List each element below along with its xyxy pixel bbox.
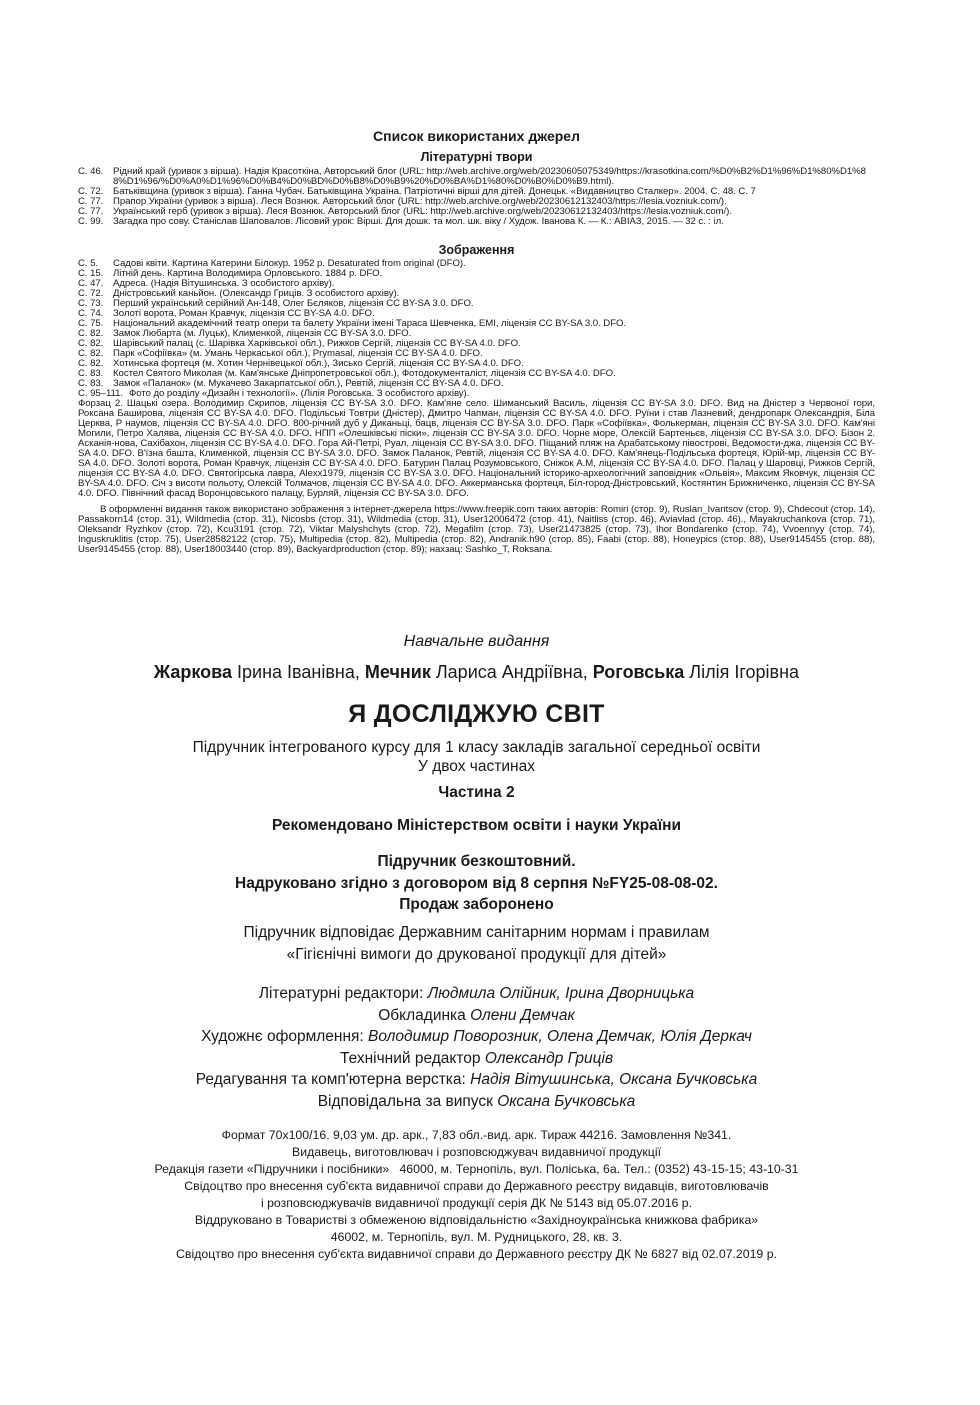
credit-line [78,1005,875,1027]
ref-page: С. 5. [78,258,99,269]
freepik-paragraph: В оформленні видання також використано зображення з інтернет-джерела https://www.freepik.com таких авторів: Romiri (стор. 9), Ruslan_Ivantsov (стор. 9), Chdecout (стор. 14), Passakorn14 (стор. 31), Wildmedia (стор. 31), Nicosbs (стор. 31), Wildmedia (стор. 31), User12006472 (стор. 41), Naitliss (стор. 46), Aviavlad (стор. 46)., Mayakruchankova (стор. 71), Oleksandr Ryzhkov (стор. 72), Kcu3191 (стор. 72), Viktar Malyshchyts (стор. 72), Megafilm (стор. 73), User21473825 (стор. 73), Ihor Bondarenko (стор. 74), Vvoennyy (стор. 74), Inguskruklitis (стор. 75), User28582122 (стор. 75), Multipedia (стор. 82), Multipedia (стор. 82), Andranik.h90 (стор. 85), Faabi (стор. 88), Honeypics (стор. 88), User9145455 (стор. 88), User9145455 (стор. 88), User18003440 (стор. 89), Backyardproduction (стор. 89); нахзац: Sashko_T, Roksana. [78,504,875,555]
author-names: Лариса Андріївна [435,662,583,682]
printer-address: 46002, м. Тернопіль, вул. М. Рудницького, 28, кв. 3. [330,1230,623,1244]
ref-text: Хотинська фортеця (м. Хотин Чернівецької обл.), Зисько Сергій, ліцензія CC BY-SA 4.0. DFO. [113,358,524,369]
ref-page: С. 77. [78,206,104,217]
ref-page: С. 82. [78,338,104,349]
book-subtitle [78,738,875,776]
ref-page: С. 46. [78,166,104,177]
ref-page: С. 74. [78,308,104,319]
literary-list [78,167,875,227]
book-title: Я ДОСЛІДЖУЮ СВІТ [348,700,605,728]
sanitary-notice [78,922,875,965]
credits [78,983,875,1112]
part-label: Частина 2 [438,784,515,801]
ref-text: Дністровський каньйон. (Олександр Гриців. З особистого архіву). [113,288,400,299]
free-notice [78,851,875,916]
ref-text: Український герб (уривок з вірша). Леся Вознюк. Авторський блог (URL: http://web.archive.org/web/20230612132403/https://lesia.vozniuk.com/). [113,206,732,217]
credit-names: Володимир Поворозник, Олена Демчак, Юлія Деркач [368,1028,752,1045]
imprint-publisher: Видавець, виготовлювач і розповсюджувач видавничої продукції [292,1145,661,1159]
printer-certificate: Свідоцтво про внесення суб'єкта видавничої справи до Державного реєстру ДК № 6827 від 02.07.2019 р. [176,1247,777,1261]
credit-names: Надія Вітушинська, Оксана Бучковська [470,1071,758,1088]
ref-text: Перший український серійний Ан-148, Олег Бєляков, ліцензія CC BY-SA 3.0. DFO. [113,298,474,309]
imprint-editorial: Редакція газети «Підручники і посібники» 46000, м. Тернопіль, вул. Поліська, 6а. Тел.: (0352) 43-15-15; 43-10-31 [154,1162,799,1176]
ref-page: С. 82. [78,348,104,359]
credit-names: Олени Демчак [470,1006,575,1024]
printer-name: Віддруковано в Товаристві з обмеженою відповідальністю «Західноукраїнська книжкова фабрика» [194,1213,759,1227]
ref-text: Золоті ворота, Роман Кравчук, ліцензія CC BY-SA 4.0. DFO. [113,308,375,319]
ref-page: С. 82. [78,328,104,339]
credit-line [78,1091,875,1113]
edition-type: Навчальне видання [403,633,550,650]
credit-role: Відповідальна за випуск [317,1092,498,1110]
credit-names: Олександр Гриців [484,1049,614,1067]
credit-role: Технічний редактор [339,1049,485,1067]
credit-role: Редагування та комп'ютерна верстка: [195,1071,471,1088]
ref-text: Костел Святого Миколая (м. Кам'янське Дніпропетровської обл.), Фотодокументаліст, ліцензія CC BY-SA 4.0. DFO. [113,368,616,379]
printer-block [78,1212,875,1263]
imprint-certificate: і розповсюджувачів видавничої продукції серія ДК № 5143 від 05.07.2016 р. [260,1196,693,1210]
ref-text: Національний академічний театр опери та балету України імені Тараса Шевченка, EMI, ліцензія CC BY-SA 3.0. DFO. [113,318,626,329]
free-line: Продаж заборонено [399,896,554,913]
forzac-paragraph: Форзац 2. Шацькі озера. Володимир Скрипов, ліцензія CC BY-SA 3.0. DFO. Кам'яне село. Шиманський Василь, ліцензія CC BY-SA 3.0. DFO. Вид на Дністер з Червоної гори, Роксана Баширова, ліцензія CC BY-SA 4.0. DFO. Подільські Товтри (Дністер), Дмитро Чапман, ліцензія CC BY-SA 4.0. DFO. Руїни і став Лазневий, дендропарк Олександрія, Біла Церква, Р наумов, ліцензія CC BY-SA 4.0. DFO. 800-річний дуб у Диканьці, бацв, ліцензія CC BY-SA 3.0. DFO. Парк «Софіївка», Фолькерман, ліцензія CC BY-SA 3.0. DFO. Кам'яні Могили, Петро Халява, ліцензія CC BY-SA 4.0. DFO. НПП «Олешківські піски», ліцензія CC BY-SA 3.0. DFO. Чорне море, Олексій Бартеньєв, ліцензія CC BY-SA 3.0. DFO. Бізон 2. Асканія-нова, Сахібахон, ліцензія CC BY-SA 4.0. DFO. Гора Ай-Петрі, Руал, ліцензія CC BY-SA 3.0. DFO. Піщаний пляж на Арабатському півострові, Ведомости-джа, ліцензія CC BY-SA 4.0. DFO. В'їзна башта, Клименкой, ліцензія CC BY-SA 3.0. DFO. Замок Паланок, Ревтій, ліцензія CC BY-SA 4.0. DFO. Кам'янець-Подільська фортеця, Юрій-мр, ліцензія CC BY-SA 4.0. DFO. Золоті ворота, Роман Кравчук, ліцензія CC BY-SA 4.0. DFO. Батурин Палац Розумовського, Сніжок А.М, ліцензія CC BY-SA 4.0. DFO. Палац у Шаровці, Рижков Сергій, ліцензія CC BY-SA 4.0. DFO. Святогірська лавра, Alexx1979, ліцензія CC BY-SA 3.0. DFO. Національний історико-археологічний заповідник «Ольвія», Максим Яковчук, ліцензія CC BY-SA 4.0. DFO. Січ з висоти польоту, Олексій Толмачов, ліцензія CC BY-SA 4.0. DFO. Аккерманська фортеця, Біл-город-Дністровський, Костянтин Брижниченко, ліцензія CC BY-SA 4.0. DFO. Північний фасад Воронцовського палацу, Бурляй, ліцензія CC BY-SA 3.0. DFO. [78,398,875,499]
ref-text: Парк «Софіївка» (м. Умань Черкаської обл.), Prymasal, ліцензія CC BY-SA 4.0. DFO. [113,348,483,359]
authors-line: Жаркова Ірина Іванівна, Мечник Лариса Андріївна, Роговська Лілія Ігорівна [153,662,800,682]
credit-names: Людмила Олійник, Ірина Дворницька [427,985,695,1002]
ref-text: Загадка про сову. Станіслав Шаповалов. Лісовий урок: Вірші. Для дошк. та мол. шк. віку / Худож. Іванова К. — К.: АВІАЗ, 2015. — 32 с. : іл. [113,216,724,227]
ref-page: С. 83. [78,368,104,379]
credit-names: Оксана Бучковська [497,1092,636,1110]
ref-page: С. 73. [78,298,104,309]
credit-role: Обкладинка [378,1006,471,1024]
credit-role: Художнє оформлення: [201,1028,369,1045]
ref-text: Садові квіти. Картина Катерини Білокур. 1952 р. Desaturated from original (DFO). [113,258,466,269]
sanitary-line: «Гігієнічні вимоги до друкованої продукції для дітей» [286,945,667,963]
ref-text: Фото до розділу «Дизайн і технології». (Лілія Роговська. З особистого архіву). [129,388,470,399]
author-surname: Роговська [592,662,685,682]
subtitle-line: У двох частинах [418,758,535,775]
ref-page: С. 83. [78,378,104,389]
literary-heading: Літературні твори [420,150,533,164]
ref-page: С. 77. [78,196,104,207]
ref-text: Адреса. (Надія Вітушинська. З особистого архіву). [113,278,335,289]
literary-item [78,167,875,187]
ref-text: Батьківщина (уривок з вірша). Ганна Чубач. Батьківщина Україна. Патріотичні вірші для дітей. Донецьк. «Видавництво Сталкер». 2004. С. 48. С. 7 [113,186,756,197]
credit-role: Літературні редактори: [258,985,428,1002]
author-surname: Мечник [364,662,431,682]
ref-text: Замок Любарта (м. Луцьк), Клименкой, ліцензія CC BY-SA 3.0. DFO. [113,328,412,339]
credit-line [78,1048,875,1070]
ref-text: Рідний край (уривок з вірша). Надія Красоткіна, Авторський блог (URL: http://web.archive.org/web/20230605075349/https://krasotkina.com/%D0%B2%D1%96%D1%80%D1%88%D1%96/%D0%A0%D1%96%D0%B4%D0%BD%D0%B8%D0%B9%20%D0%BA%D1%80%D0%B0%D0%B9.html). [113,166,866,187]
author-surname: Жаркова [153,662,233,682]
author-names: Ірина Іванівна [237,662,355,682]
author-names: Лілія Ігорівна [689,662,800,682]
recommendation: Рекомендовано Міністерством освіти і науки України [271,817,682,834]
ref-page: С. 95–111. [78,388,124,399]
ref-text: Прапор України (уривок з вірша). Леся Вознюк. Авторський блог (URL: http://web.archive.org/web/20230612132403/https://lesia.vozniuk.com/). [113,196,727,207]
imprint-certificate: Свідоцтво про внесення суб'єкта видавничої справи до Державного реєстру видавців, виготовлювачів [184,1179,769,1193]
ref-text: Замок «Паланок» (м. Мукачево Закарпатської обл.), Ревтій, ліцензія CC BY-SA 4.0. DFO. [113,378,504,389]
ref-page: С. 82. [78,358,104,369]
imprint-format: Формат 70х100/16. 9,03 ум. др. арк., 7,83 обл.-вид. арк. Тираж 44216. Замовлення №341. [221,1128,732,1142]
credit-line [78,1026,875,1048]
ref-text: Шарівський палац (с. Шарівка Харківської обл.), Рижков Сергій, ліцензія CC BY-SA 4.0. DFO. [113,338,521,349]
literary-item [78,217,875,227]
free-line: Надруковано згідно з договором від 8 серпня №FY25-08-08-02. [235,874,718,892]
ref-page: С. 72. [78,186,104,197]
ref-page: С. 47. [78,278,104,289]
credit-line [78,1069,875,1091]
imprint-block [78,1127,875,1212]
sources-title: Список використаних джерел [373,128,580,144]
ref-page: С. 72. [78,288,104,299]
ref-page: С. 15. [78,268,104,279]
images-list [78,259,875,555]
free-line: Підручник безкоштовний. [377,853,576,870]
ref-page: С. 75. [78,318,104,329]
sanitary-line: Підручник відповідає Державним санітарним нормам і правилам [243,924,710,941]
ref-page: С. 99. [78,216,104,227]
credit-line [78,983,875,1005]
ref-text: Літній день. Картина Володимира Орловського. 1884 р. DFO. [113,268,383,279]
images-heading: Зображення [438,243,515,257]
subtitle-line: Підручник інтегрованого курсу для 1 класу закладів загальної середньої освіти [192,739,761,756]
